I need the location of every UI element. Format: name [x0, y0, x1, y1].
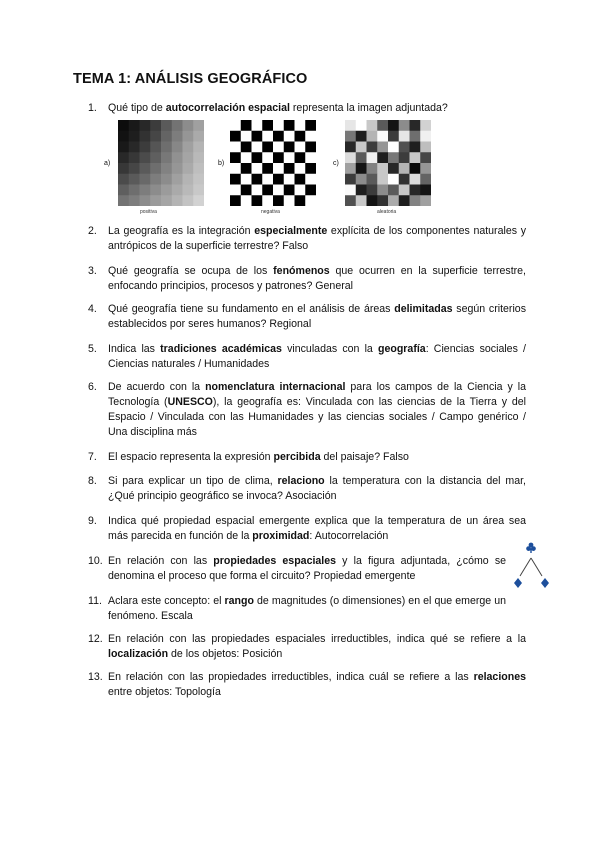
grid-cell — [161, 174, 172, 185]
grid-cell — [140, 142, 151, 153]
question-text — [108, 554, 506, 584]
keyword: especialmente — [254, 225, 328, 237]
grid-cell — [129, 163, 140, 174]
question-text — [108, 594, 506, 624]
grid-cell — [367, 195, 378, 206]
question-11 — [88, 594, 506, 624]
grid-cell — [399, 185, 410, 196]
grid-cell — [118, 174, 129, 185]
grid-cell — [399, 163, 410, 174]
grid-cell — [183, 131, 194, 142]
grid-cell — [161, 195, 172, 206]
question-text — [108, 101, 526, 116]
grid-cell — [273, 142, 284, 153]
text-segment: que ocurren en la superficie terrestre, enfocando principios, procesos y patrones? General — [108, 265, 526, 292]
grid-cell — [129, 120, 140, 131]
grid-cell — [252, 131, 263, 142]
grid-cell — [252, 185, 263, 196]
grid-cell — [388, 120, 399, 131]
keyword: delimitadas — [394, 303, 453, 315]
question-12 — [88, 632, 526, 662]
grid-cell — [377, 185, 388, 196]
grid-cell — [305, 163, 316, 174]
grid-cell — [230, 195, 241, 206]
grid-cell — [193, 163, 204, 174]
grid-cell — [172, 195, 183, 206]
grid-cell — [410, 142, 421, 153]
grid-cell — [377, 195, 388, 206]
question-7 — [88, 450, 526, 465]
club-icon — [526, 543, 536, 553]
question-text — [108, 474, 526, 504]
question-text — [108, 632, 526, 662]
grid-cell — [150, 131, 161, 142]
grid-cell — [140, 195, 151, 206]
question-number: 8. — [88, 475, 97, 487]
text-segment: ), la geografía es: Vinculada con las ciencias de la Tierra y del Espacio / Vinculada con las Humanidades y las ciencias sociales / Campo genérico / Una disciplina más — [108, 396, 526, 438]
grid-cell — [377, 152, 388, 163]
question-text — [108, 342, 526, 372]
grid-cell — [193, 185, 204, 196]
text-segment: En relación con las propiedades irreductibles, indica cuál se refiere a las — [108, 671, 474, 683]
grid-cell — [410, 120, 421, 131]
grid-cell — [150, 185, 161, 196]
grid-cell — [345, 174, 356, 185]
grid-cell — [356, 163, 367, 174]
grid-cell — [241, 195, 252, 206]
grid-cell — [305, 152, 316, 163]
grid-cell — [273, 163, 284, 174]
grid-cell — [252, 120, 263, 131]
grid-cell — [420, 174, 431, 185]
grid-cell — [140, 120, 151, 131]
grid-cell — [252, 174, 263, 185]
text-segment: : Autocorrelación — [309, 530, 389, 542]
grid-cell — [420, 142, 431, 153]
grid-cell — [140, 152, 151, 163]
grid-cell — [129, 131, 140, 142]
grid-cell — [367, 174, 378, 185]
grid-cell — [420, 152, 431, 163]
question-10 — [88, 554, 506, 584]
keyword: rango — [224, 595, 254, 607]
text-segment: Indica qué propiedad espacial emergente explica que la temperatura de un área sea más parecida en función de la — [108, 515, 526, 542]
question-text — [108, 302, 526, 332]
question-2 — [88, 224, 526, 254]
grid-cell — [399, 131, 410, 142]
grid-cell — [284, 174, 295, 185]
positive-autocorrelation-grid — [118, 120, 204, 206]
grid-cell — [273, 131, 284, 142]
text-segment: Qué tipo de — [108, 102, 166, 114]
grid-cell — [241, 131, 252, 142]
text-segment: Aclara este concepto: el — [108, 595, 225, 607]
keyword: fenómenos — [273, 265, 330, 277]
grid-cell — [305, 195, 316, 206]
grid-cell — [284, 152, 295, 163]
text-segment: para los campos de la Ciencia y la Tecnología ( — [108, 381, 526, 408]
grid-cell — [295, 152, 306, 163]
keyword: tradiciones académicas — [160, 343, 282, 355]
question-number: 12. — [88, 633, 103, 645]
grid-cell — [367, 152, 378, 163]
question-text — [108, 380, 526, 440]
grid-cell — [129, 195, 140, 206]
grid-cell — [377, 174, 388, 185]
grid-cell — [230, 142, 241, 153]
question-number: 5. — [88, 343, 97, 355]
grid-cell — [230, 120, 241, 131]
question-1 — [88, 101, 526, 116]
grid-cell — [118, 142, 129, 153]
grid-cell — [129, 185, 140, 196]
grid-cell — [377, 163, 388, 174]
grid-cell — [262, 131, 273, 142]
text-segment: explícita de los componentes naturales y antrópicos de la superficie terrestre? Falso — [108, 225, 526, 252]
text-segment: En relación con las — [108, 555, 214, 567]
grid-cell — [172, 120, 183, 131]
grid-cell — [410, 131, 421, 142]
grid-cell — [241, 185, 252, 196]
grid-cell — [356, 131, 367, 142]
grid-cell — [183, 163, 194, 174]
grid-cell — [377, 131, 388, 142]
grid-cell — [367, 131, 378, 142]
question-number: 7. — [88, 451, 97, 463]
grid-cell — [172, 142, 183, 153]
grid-cell — [262, 174, 273, 185]
keyword: nomenclatura internacional — [205, 381, 346, 393]
question-5 — [88, 342, 526, 372]
grid-cell — [273, 120, 284, 131]
text-segment: Qué geografía se ocupa de los — [108, 265, 274, 277]
grid-cell — [377, 142, 388, 153]
grid-cell — [193, 131, 204, 142]
grid-cell — [356, 195, 367, 206]
figure-caption-c: aleatoria — [377, 209, 397, 215]
grid-cell — [161, 152, 172, 163]
grid-cell — [388, 152, 399, 163]
keyword: geografía — [378, 343, 426, 355]
grid-cell — [377, 120, 388, 131]
text-segment: Indica las — [108, 343, 161, 355]
grid-cell — [129, 142, 140, 153]
question-3 — [88, 264, 526, 294]
question-number: 13. — [88, 671, 103, 683]
grid-cell — [305, 120, 316, 131]
grid-cell — [262, 195, 273, 206]
grid-cell — [140, 131, 151, 142]
question-number: 6. — [88, 381, 97, 393]
text-segment: del paisaje? Falso — [320, 451, 409, 463]
grid-cell — [150, 142, 161, 153]
grid-cell — [399, 174, 410, 185]
figure-label-b: b) — [218, 160, 225, 167]
grid-cell — [367, 185, 378, 196]
grid-cell — [161, 185, 172, 196]
grid-cell — [241, 152, 252, 163]
keyword: proximidad — [252, 530, 310, 542]
grid-cell — [241, 174, 252, 185]
page-title: TEMA 1: ANÁLISIS GEOGRÁFICO — [73, 71, 308, 87]
grid-cell — [367, 142, 378, 153]
grid-cell — [193, 120, 204, 131]
grid-cell — [252, 142, 263, 153]
grid-cell — [305, 142, 316, 153]
grid-cell — [230, 174, 241, 185]
grid-cell — [230, 152, 241, 163]
random-autocorrelation-grid — [345, 120, 431, 206]
grid-cell — [262, 163, 273, 174]
text-segment: : Ciencias sociales / Ciencias naturales / Humanidades — [108, 343, 526, 370]
text-segment: representa la imagen adjuntada? — [289, 102, 448, 114]
figure-label-a: a) — [104, 160, 111, 167]
grid-cell — [230, 185, 241, 196]
grid-cell — [183, 120, 194, 131]
keyword: localización — [108, 648, 169, 660]
grid-cell — [284, 195, 295, 206]
text-segment: La geografía es la integración — [108, 225, 255, 237]
question-9 — [88, 514, 526, 544]
grid-cell — [183, 174, 194, 185]
grid-cell — [284, 163, 295, 174]
grid-cell — [161, 142, 172, 153]
grid-cell — [356, 185, 367, 196]
text-segment: El espacio representa la expresión — [108, 451, 274, 463]
grid-cell — [284, 120, 295, 131]
grid-cell — [305, 174, 316, 185]
grid-cell — [129, 174, 140, 185]
grid-cell — [410, 152, 421, 163]
grid-cell — [273, 152, 284, 163]
grid-cell — [230, 131, 241, 142]
text-segment: entre objetos: Topología — [108, 686, 221, 698]
autocorrelation-figures — [104, 120, 444, 220]
grid-cell — [420, 131, 431, 142]
grid-cell — [410, 163, 421, 174]
grid-cell — [388, 174, 399, 185]
negative-autocorrelation-grid — [230, 120, 316, 206]
grid-cell — [388, 163, 399, 174]
grid-cell — [193, 174, 204, 185]
grid-cell — [118, 152, 129, 163]
grid-cell — [284, 185, 295, 196]
grid-cell — [183, 185, 194, 196]
grid-cell — [399, 120, 410, 131]
grid-cell — [420, 120, 431, 131]
grid-cell — [241, 163, 252, 174]
grid-cell — [345, 142, 356, 153]
question-number: 11. — [88, 595, 102, 607]
grid-cell — [150, 174, 161, 185]
grid-cell — [183, 195, 194, 206]
grid-cell — [356, 142, 367, 153]
grid-cell — [420, 195, 431, 206]
grid-cell — [161, 131, 172, 142]
grid-cell — [140, 185, 151, 196]
grid-cell — [252, 152, 263, 163]
question-number: 4. — [88, 303, 97, 315]
question-text — [108, 450, 526, 465]
grid-cell — [161, 163, 172, 174]
grid-cell — [305, 185, 316, 196]
grid-cell — [262, 152, 273, 163]
grid-cell — [284, 131, 295, 142]
grid-cell — [172, 185, 183, 196]
question-number: 2. — [88, 225, 97, 237]
question-number: 3. — [88, 265, 97, 277]
grid-cell — [230, 163, 241, 174]
keyword: autocorrelación espacial — [165, 102, 290, 114]
keyword: relaciones — [473, 671, 526, 683]
grid-cell — [273, 195, 284, 206]
question-number: 10. — [88, 555, 103, 567]
keyword: propiedades espaciales — [213, 555, 337, 567]
grid-cell — [410, 195, 421, 206]
grid-cell — [193, 152, 204, 163]
figure-label-c: c) — [333, 160, 339, 167]
text-segment: En relación con las propiedades espaciales irreductibles, indica qué se refiere a la — [108, 633, 526, 645]
grid-cell — [118, 185, 129, 196]
grid-cell — [295, 185, 306, 196]
grid-cell — [118, 120, 129, 131]
grid-cell — [172, 174, 183, 185]
question-text — [108, 224, 526, 254]
grid-cell — [420, 163, 431, 174]
grid-cell — [295, 131, 306, 142]
grid-cell — [161, 120, 172, 131]
grid-cell — [345, 195, 356, 206]
text-segment: vinculadas con la — [281, 343, 378, 355]
grid-cell — [241, 120, 252, 131]
text-segment: según criterios establecidos por seres humanos? Regional — [108, 303, 526, 330]
grid-cell — [356, 174, 367, 185]
grid-cell — [295, 174, 306, 185]
grid-cell — [399, 195, 410, 206]
text-segment: De acuerdo con la — [108, 381, 206, 393]
grid-cell — [150, 120, 161, 131]
grid-cell — [345, 120, 356, 131]
text-segment: y la figura adjuntada, ¿cómo se denomina el proceso que forma el circuito? Propiedad emergente — [108, 555, 507, 582]
figure-caption-a: positiva — [140, 209, 157, 215]
diamond-right-icon — [541, 578, 549, 588]
figure-caption-b: negativa — [261, 209, 280, 215]
grid-cell — [345, 163, 356, 174]
grid-cell — [388, 131, 399, 142]
text-segment: la temperatura con la distancia del mar, ¿Qué principio geográfico se invoca? Asociación — [108, 475, 526, 502]
grid-cell — [410, 185, 421, 196]
grid-cell — [284, 142, 295, 153]
grid-cell — [295, 163, 306, 174]
grid-cell — [150, 195, 161, 206]
grid-cell — [183, 142, 194, 153]
grid-cell — [172, 163, 183, 174]
grid-cell — [118, 131, 129, 142]
grid-cell — [367, 163, 378, 174]
grid-cell — [399, 142, 410, 153]
grid-cell — [420, 185, 431, 196]
text-segment: Qué geografía tiene su fundamento en el análisis de áreas — [108, 303, 395, 315]
text-segment: Si para explicar un tipo de clima, — [108, 475, 278, 487]
question-6 — [88, 380, 526, 440]
grid-cell — [295, 120, 306, 131]
grid-cell — [150, 152, 161, 163]
grid-cell — [345, 131, 356, 142]
grid-cell — [273, 174, 284, 185]
grid-cell — [399, 152, 410, 163]
question-13 — [88, 670, 526, 700]
grid-cell — [388, 185, 399, 196]
question-4 — [88, 302, 526, 332]
grid-cell — [367, 120, 378, 131]
grid-cell — [241, 142, 252, 153]
grid-cell — [388, 142, 399, 153]
grid-cell — [172, 131, 183, 142]
grid-cell — [118, 163, 129, 174]
grid-cell — [356, 152, 367, 163]
keyword: UNESCO — [167, 396, 213, 408]
grid-cell — [262, 142, 273, 153]
text-segment: de los objetos: Posición — [168, 648, 283, 660]
grid-cell — [262, 120, 273, 131]
grid-cell — [410, 174, 421, 185]
grid-cell — [356, 120, 367, 131]
question-number: 1. — [88, 102, 97, 114]
grid-cell — [273, 185, 284, 196]
grid-cell — [295, 142, 306, 153]
grid-cell — [252, 195, 263, 206]
grid-cell — [183, 152, 194, 163]
grid-cell — [150, 163, 161, 174]
grid-cell — [262, 185, 273, 196]
question-text — [108, 514, 526, 544]
question-text — [108, 264, 526, 294]
question-number: 9. — [88, 515, 97, 527]
grid-cell — [140, 174, 151, 185]
keyword: percibida — [273, 451, 321, 463]
grid-cell — [345, 185, 356, 196]
circuit-lines — [520, 558, 542, 576]
grid-cell — [140, 163, 151, 174]
grid-cell — [305, 131, 316, 142]
grid-cell — [388, 195, 399, 206]
grid-cell — [118, 195, 129, 206]
circuit-figure — [508, 541, 554, 598]
grid-cell — [193, 142, 204, 153]
grid-cell — [172, 152, 183, 163]
grid-cell — [345, 152, 356, 163]
diamond-left-icon — [514, 578, 522, 588]
question-text — [108, 670, 526, 700]
text-segment: de magnitudes (o dimensiones) en el que emerge un fenómeno. Escala — [108, 595, 506, 622]
grid-cell — [193, 195, 204, 206]
grid-cell — [252, 163, 263, 174]
grid-cell — [129, 152, 140, 163]
keyword: relaciono — [277, 475, 325, 487]
question-8 — [88, 474, 526, 504]
grid-cell — [295, 195, 306, 206]
